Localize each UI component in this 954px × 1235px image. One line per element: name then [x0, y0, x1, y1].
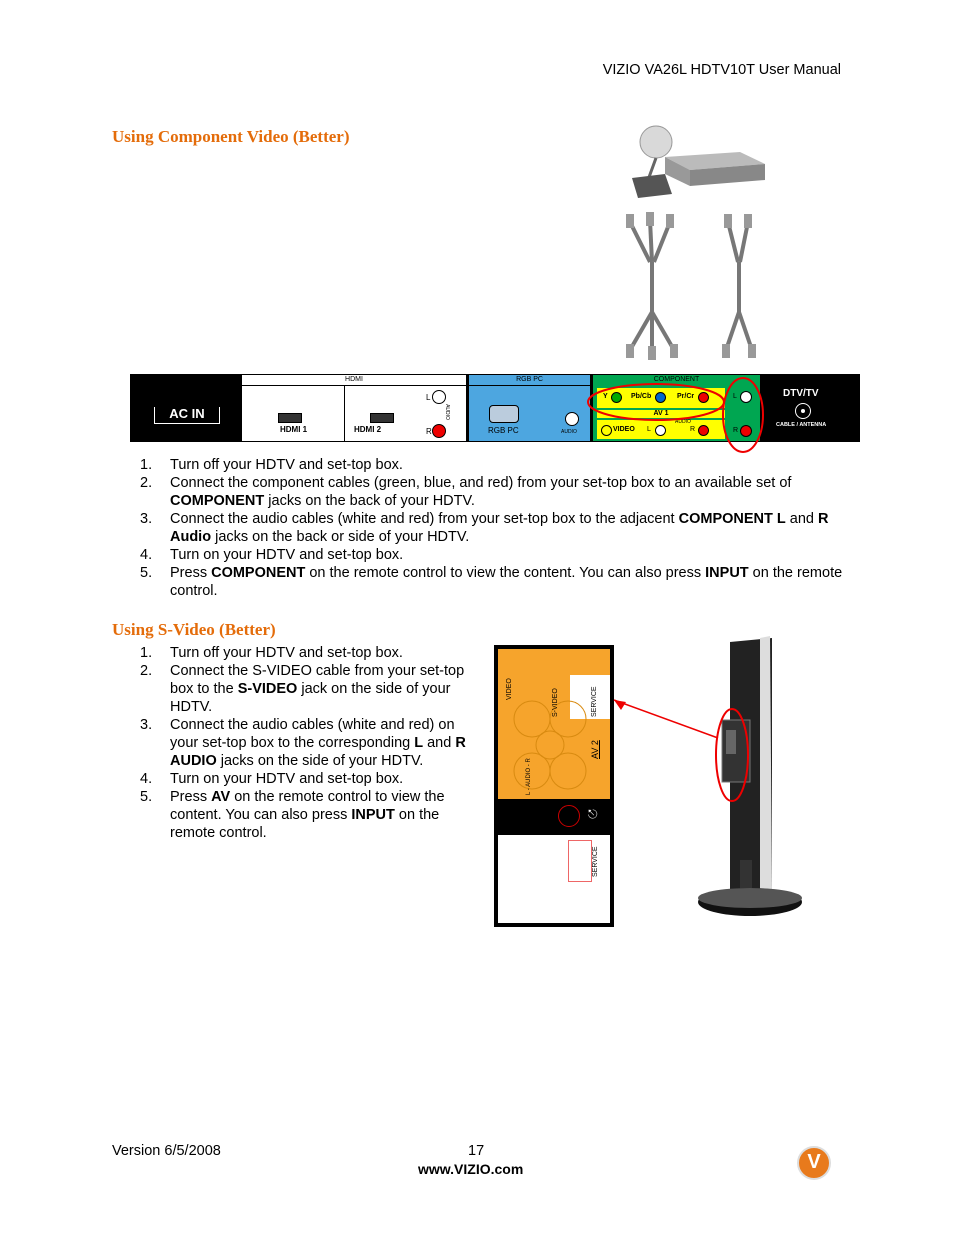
component-highlight-ellipse [588, 384, 724, 420]
y-label: Y [603, 393, 608, 400]
step-number: 4. [140, 547, 153, 563]
hdmi2-label: HDMI 2 [354, 425, 382, 434]
hdmi1-label: HDMI 1 [280, 425, 308, 434]
step-text: Connect the audio cables (white and red) from your set-top box to the adjacent [170, 511, 679, 527]
pc-audio-label: AUDIO [561, 429, 577, 435]
step-bold-text: L [414, 735, 424, 751]
step-bold-text: INPUT [705, 565, 749, 581]
side-video-label: VIDEO [506, 678, 513, 700]
hdmi-audio-r-jack-icon [432, 424, 446, 438]
step-text: on the remote control to view the content. You can also press [305, 565, 706, 581]
step-item [140, 456, 848, 474]
side-panel-diagram [494, 645, 614, 927]
vizio-logo-icon [797, 1146, 831, 1180]
step-text: Turn off your HDTV and set-top box. [170, 457, 403, 473]
step-bold-text: COMPONENT [170, 493, 265, 509]
step-text: Connect the S-VIDEO cable from your set-top box to the [170, 663, 465, 697]
cable-antenna-label: CABLE / ANTENNA [776, 422, 827, 428]
step-text: Press [170, 789, 212, 805]
step-text: Turn on your HDTV and set-top box. [170, 771, 404, 787]
arrow-head-icon [614, 700, 626, 710]
step-item [140, 770, 480, 788]
comp-audio-r-label: R [733, 427, 739, 434]
pb-label: Pb/Cb [631, 393, 652, 400]
av1-l-label: L [647, 426, 651, 433]
step-text: Turn on your HDTV and set-top box. [170, 547, 404, 563]
step-number: 5. [140, 789, 153, 805]
step-number: 2. [140, 475, 153, 491]
step-text: Connect the component cables (green, blue, and red) from your set-top box to an available set of [170, 475, 792, 491]
hdmi-header: HDMI [242, 375, 466, 386]
side-service2-label: SERVICE [592, 846, 599, 877]
step-text: jacks on the back or side of your HDTV. [211, 529, 470, 545]
step-bold-text: R AUDIO [170, 735, 466, 769]
footer-url[interactable]: www.VIZIO.com [418, 1161, 524, 1177]
rgb-pc-section [469, 375, 590, 441]
step-text: Connect the audio cables (white and red) on your set-top box to the corresponding [170, 717, 455, 751]
hdmi-audio-label: AUDIO [443, 404, 450, 420]
hdmi1-port-icon [278, 413, 302, 423]
side-service-label: SERVICE [591, 686, 598, 717]
step-item [140, 644, 480, 662]
hdmi2-port-icon [370, 413, 394, 423]
ac-in-label: AC IN [154, 407, 220, 424]
headphone-jack-icon [558, 805, 580, 827]
step-text: Press [170, 565, 212, 581]
hdmi-audio-l-jack-icon [432, 390, 446, 404]
satellite-dish-icon [640, 126, 672, 158]
av1-audio-label: AUDIO [675, 419, 691, 425]
hdmi-audio-r-label: R [426, 427, 432, 436]
audio-cable-icon [726, 222, 752, 350]
step-bold-text: COMPONENT L [678, 511, 786, 527]
step-text: on the remote control to view the content. You can also press [170, 789, 445, 823]
av1-label: AV 1 [597, 410, 725, 418]
step-item [140, 662, 480, 716]
section-heading-svideo: Using S-Video (Better) [112, 620, 276, 639]
step-item [140, 510, 848, 546]
step-text: Turn off your HDTV and set-top box. [170, 645, 403, 661]
component-steps-list [140, 456, 848, 600]
audio-highlight-ellipse [723, 378, 763, 452]
step-item [140, 788, 480, 842]
rgb-pc-label: RGB PC [488, 426, 519, 435]
antenna-jack-icon [795, 403, 811, 419]
side-svideo-label: S-VIDEO [552, 688, 559, 717]
step-text: jacks on the back of your HDTV. [264, 493, 475, 509]
component-header: COMPONENT [653, 376, 700, 383]
step-item [140, 474, 848, 510]
vizio-logo-letter: V [807, 1151, 821, 1173]
step-text: jack on the side of your HDTV. [170, 681, 451, 715]
step-item [140, 564, 848, 600]
side-av2-label: AV 2 [590, 740, 600, 759]
step-text: and [785, 511, 818, 527]
side-jacks-illustration [498, 649, 610, 799]
step-bold-text: AV [211, 789, 231, 805]
dtv-tv-label: DTV/TV [783, 388, 819, 399]
step-bold-text: S-VIDEO [237, 681, 298, 697]
step-text: on the remote control. [170, 807, 440, 841]
step-number: 3. [140, 511, 153, 527]
step-number: 4. [140, 771, 153, 787]
pr-label: Pr/Cr [677, 393, 695, 400]
svideo-steps-list [140, 644, 480, 842]
step-number: 1. [140, 645, 153, 661]
hdmi-audio-l-label: L [426, 393, 431, 402]
step-number: 5. [140, 565, 153, 581]
component-cable-icon [630, 220, 674, 352]
section-heading-component: Using Component Video (Better) [112, 127, 350, 146]
page-header: VIZIO VA26L HDTV10T User Manual [602, 62, 841, 78]
step-bold-text: INPUT [351, 807, 395, 823]
step-item [140, 546, 848, 564]
step-number: 1. [140, 457, 153, 473]
step-text: and [423, 735, 456, 751]
vga-port-icon [489, 405, 519, 423]
footer-page-number: 17 [468, 1143, 485, 1159]
rgb-pc-header: RGB PC [469, 375, 590, 386]
step-number: 3. [140, 717, 153, 733]
hdmi-section [242, 375, 466, 441]
step-text: on the remote control. [170, 565, 843, 599]
av1-r-label: R [690, 426, 696, 433]
pc-audio-jack-icon [565, 412, 579, 426]
video-label: VIDEO [613, 426, 635, 433]
headphone-icon: ⎋ [588, 807, 598, 821]
side-audio-lr-label: L - AUDIO - R [526, 758, 532, 795]
step-text: jacks on the side of your HDTV. [216, 753, 424, 769]
step-bold-text: COMPONENT [211, 565, 306, 581]
step-item [140, 716, 480, 770]
panel-highlight-overlay [580, 372, 770, 456]
step-bold-text: R Audio [170, 511, 829, 545]
settop-box-cables-illustration [610, 112, 770, 362]
tv-side-view-illustration [610, 630, 810, 930]
comp-audio-l-label: L [733, 393, 737, 400]
footer-version: Version 6/5/2008 [112, 1143, 221, 1159]
step-number: 2. [140, 663, 153, 679]
